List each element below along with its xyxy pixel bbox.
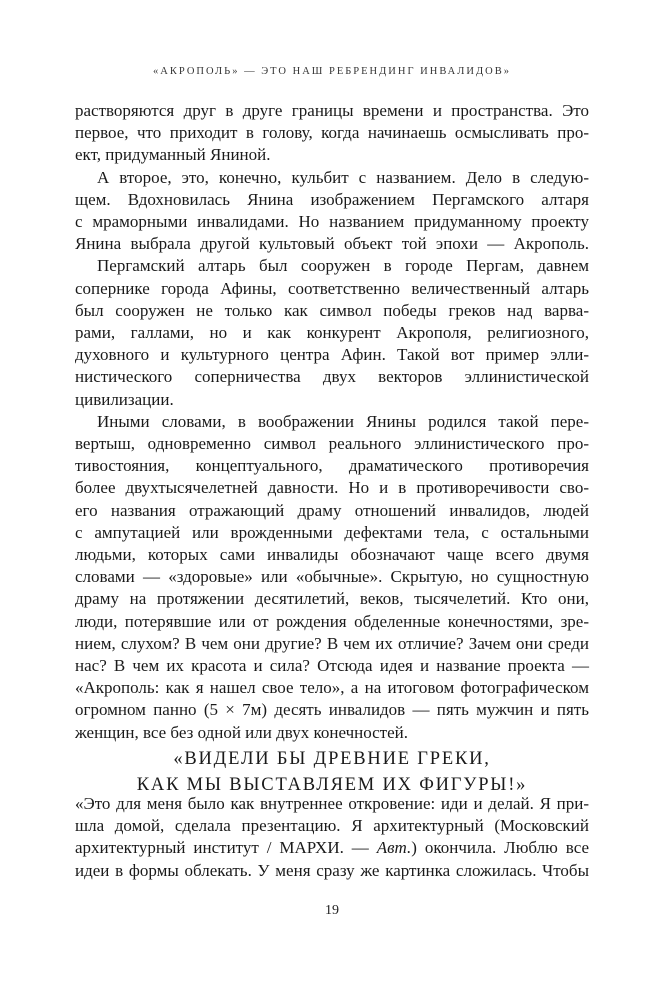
text-line: шла домой, сделала презентацию. Я архитектурный (Московский	[75, 816, 589, 836]
text-line: Пергамский алтарь был сооружен в городе Пергам, давнем	[97, 256, 589, 276]
text-line: его названия отражающий драму отношений инвалидов, людей	[75, 500, 589, 520]
text-line: людьми, которых сами инвалиды обозначают чаще всего двумя	[75, 545, 589, 565]
text-line: щем. Вдохновилась Янина изображением Пергамского алтаря	[75, 189, 589, 209]
section-heading-line: КАК МЫ ВЫСТАВЛЯЕМ ИХ ФИГУРЫ!»	[136, 775, 528, 795]
text-line: словами — «здоровые» или «обычные». Скрытую, но сущностную	[75, 567, 589, 587]
text-line: сопернике города Афины, соответственно величественный алтарь	[75, 278, 589, 298]
text-line: с мраморными инвалидами. Но названием придуманному проекту	[75, 212, 589, 232]
text-line: вертыш, одновременно символ реального эллинистического про-	[75, 434, 589, 454]
text-line: женщин, все без одной или двух конечностей.	[75, 722, 409, 742]
paragraph-3	[75, 255, 589, 410]
text-line	[75, 837, 589, 859]
text-line: более двухтысячелетней давности. Но и в противоречивости сво-	[75, 478, 589, 498]
text-line: ект, придуманный Яниной.	[75, 145, 271, 165]
text-line: нас? В чем их красота и сила? Отсюда идея и название проекта —	[75, 656, 589, 676]
author-note-italic: Авт.	[376, 838, 412, 858]
text-line: с ампутацией или врожденными дефектами тела, с остальными	[75, 522, 589, 542]
body-text	[75, 100, 589, 744]
text-line: огромном панно (5 × 7м) десять инвалидов — пять мужчин и пять	[75, 700, 589, 720]
text-line: нием, слухом? В чем они другие? В чем их отличие? Зачем они среди	[75, 633, 589, 653]
text-line: рами, галлами, но и как конкурент Акрополя, религиозного,	[75, 323, 589, 343]
paragraph-1	[75, 100, 589, 167]
page-number: 19	[325, 903, 339, 918]
text-line: был сооружен не только как символ победы греков над варва-	[75, 300, 589, 320]
text-line: нистического соперничества двух векторов эллинистической	[75, 367, 589, 387]
paragraph-4	[75, 411, 589, 744]
text-line: А второе, это, конечно, кульбит с названием. Дело в следую-	[97, 167, 589, 187]
text-line: цивилизации.	[75, 389, 174, 409]
text-line: «Это для меня было как внутреннее откровение: иди и делай. Я при-	[75, 794, 589, 813]
text-line: духовного и культурного центра Афин. Такой вот пример элли-	[75, 345, 589, 365]
text-line: первое, что приходит в голову, когда начинаешь осмысливать про-	[75, 123, 589, 143]
running-header: «АКРОПОЛЬ» — ЭТО НАШ РЕБРЕНДИНГ ИНВАЛИДОВ»	[153, 66, 511, 77]
text-line: драму на протяжении десятилетий, веков, тысячелетий. Кто они,	[75, 589, 589, 609]
text-line: люди, потерявшие или от рождения обделенные конечностями, зре-	[75, 611, 589, 631]
text-line: «Акрополь: как я нашел свое тело», а на итоговом фотографическом	[75, 678, 589, 698]
text-line: тивостояния, концептуального, драматического противоречия	[75, 456, 589, 476]
text-run: архитектурный институт / МАРХИ. —	[75, 838, 377, 858]
text-line: Янина выбрала другой культовый объект той эпохи — Акрополь.	[75, 234, 589, 254]
quote-text	[75, 793, 589, 882]
text-run: ) окончила. Люблю все	[411, 838, 589, 858]
text-line: идеи в формы облекать. У меня сразу же картинка сложилась. Чтобы	[75, 860, 589, 880]
section-heading	[0, 746, 664, 798]
text-line: растворяются друг в друге границы времени и пространства. Это	[75, 101, 589, 120]
section-heading-line: «ВИДЕЛИ БЫ ДРЕВНИЕ ГРЕКИ,	[173, 749, 491, 769]
text-line: Иными словами, в воображении Янины родился такой пере-	[97, 411, 589, 431]
paragraph-2	[75, 167, 589, 256]
